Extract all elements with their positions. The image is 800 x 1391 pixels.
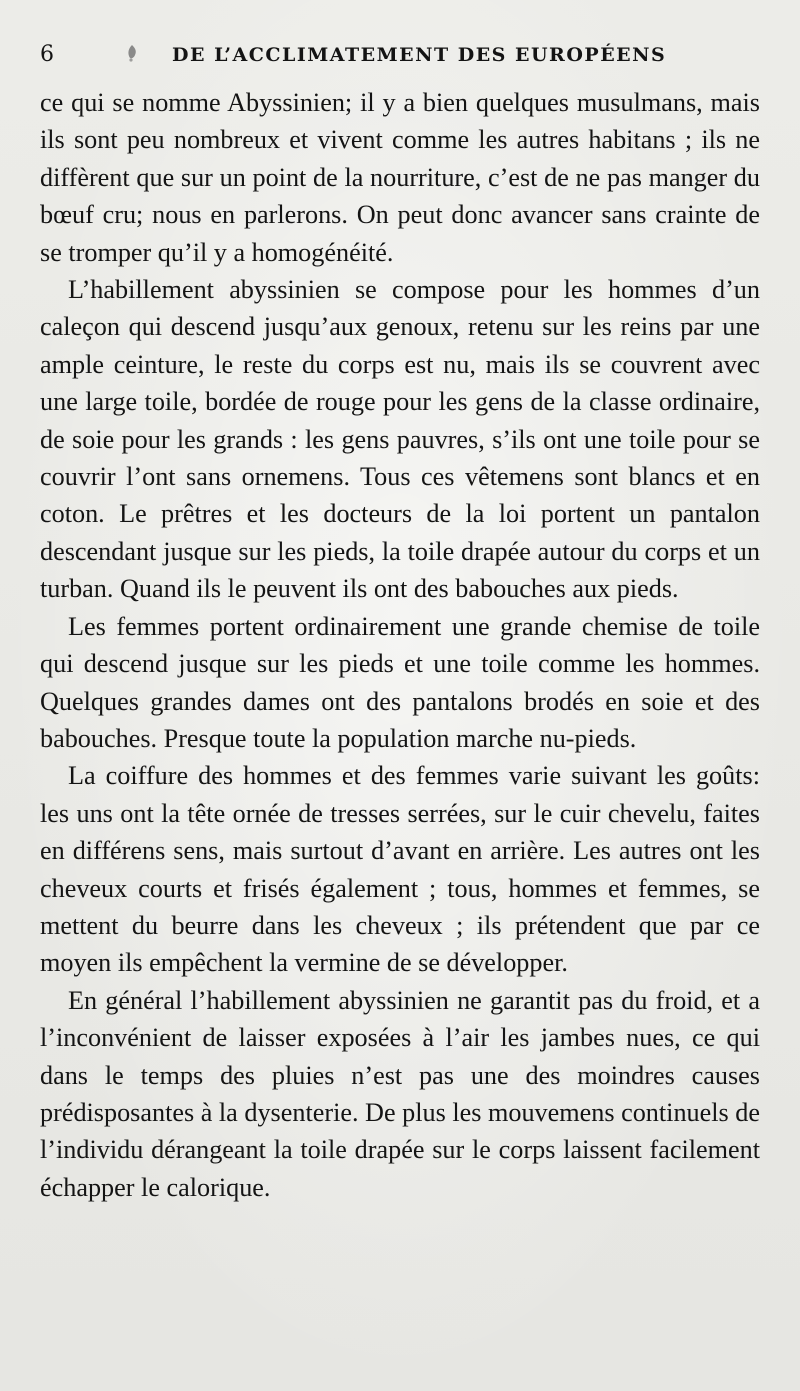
paragraph-4: La coiffure des hommes et des femmes varie suivant les goûts: les uns ont la tête ornée de tresses serrées, sur le cuir chevelu, faites en différens sens, mais surtout d’avant en arrière. Les autres ont les cheveux courts et frisés également ; tous, hommes et femmes, se mettent du beurre dans les cheveux ; ils prétendent que par ce moyen ils empêchent la vermine de se développer. (40, 761, 760, 978)
text-body (40, 84, 760, 1206)
paragraph-5: En général l’habillement abyssinien ne garantit pas du froid, et a l’inconvénient de laisser exposées à l’air les jambes nues, ce qui dans le temps des pluies n’est pas une des moindres causes prédisposantes à la dysenterie. De plus les mouvemens continuels de l’individu dérangeant la toile drapée sur le corps laissent facilement échapper le calorique. (40, 985, 760, 1202)
paragraph-3: Les femmes portent ordinairement une grande chemise de toile qui descend jusque sur les pieds et une toile comme les hommes. Quelques grandes dames ont des pantalons brodés en soie et des babouches. Presque toute la population marche nu-pieds. (40, 611, 760, 753)
paragraph-2: L’habillement abyssinien se compose pour les hommes d’un caleçon qui descend jusqu’aux genoux, retenu sur les reins par une ample ceinture, le reste du corps est nu, mais ils se couvrent avec une large toile, bordée de rouge pour les gens de la classe ordinaire, de soie pour les grands : les gens pauvres, s’ils ont une toile pour se couvrir l’ont sans ornemens. Tous ces vêtemens sont blancs et en coton. Le prêtres et les docteurs de la loi portent un pantalon descendant jusque sur les pieds, la toile drapée autour du corps et un turban. Quand ils le peuvent ils ont des babouches aux pieds. (40, 275, 760, 604)
page-number: 6 (40, 42, 54, 67)
paragraph-1: ce qui se nomme Abyssinien; il y a bien quelques musulmans, mais ils sont peu nombreux et vivent comme les autres habitans ; ils ne diffèrent que sur un point de la nourriture, c’est de ne pas manger du bœuf cru; nous en parlerons. On peut donc avancer sans crainte de se tromper qu’il y a homogénéité. (40, 88, 760, 267)
ink-blot-ornament-icon (126, 44, 138, 64)
running-head-title: DE L’ACCLIMATEMENT DES EUROPÉENS (172, 44, 667, 66)
running-head (40, 40, 760, 76)
